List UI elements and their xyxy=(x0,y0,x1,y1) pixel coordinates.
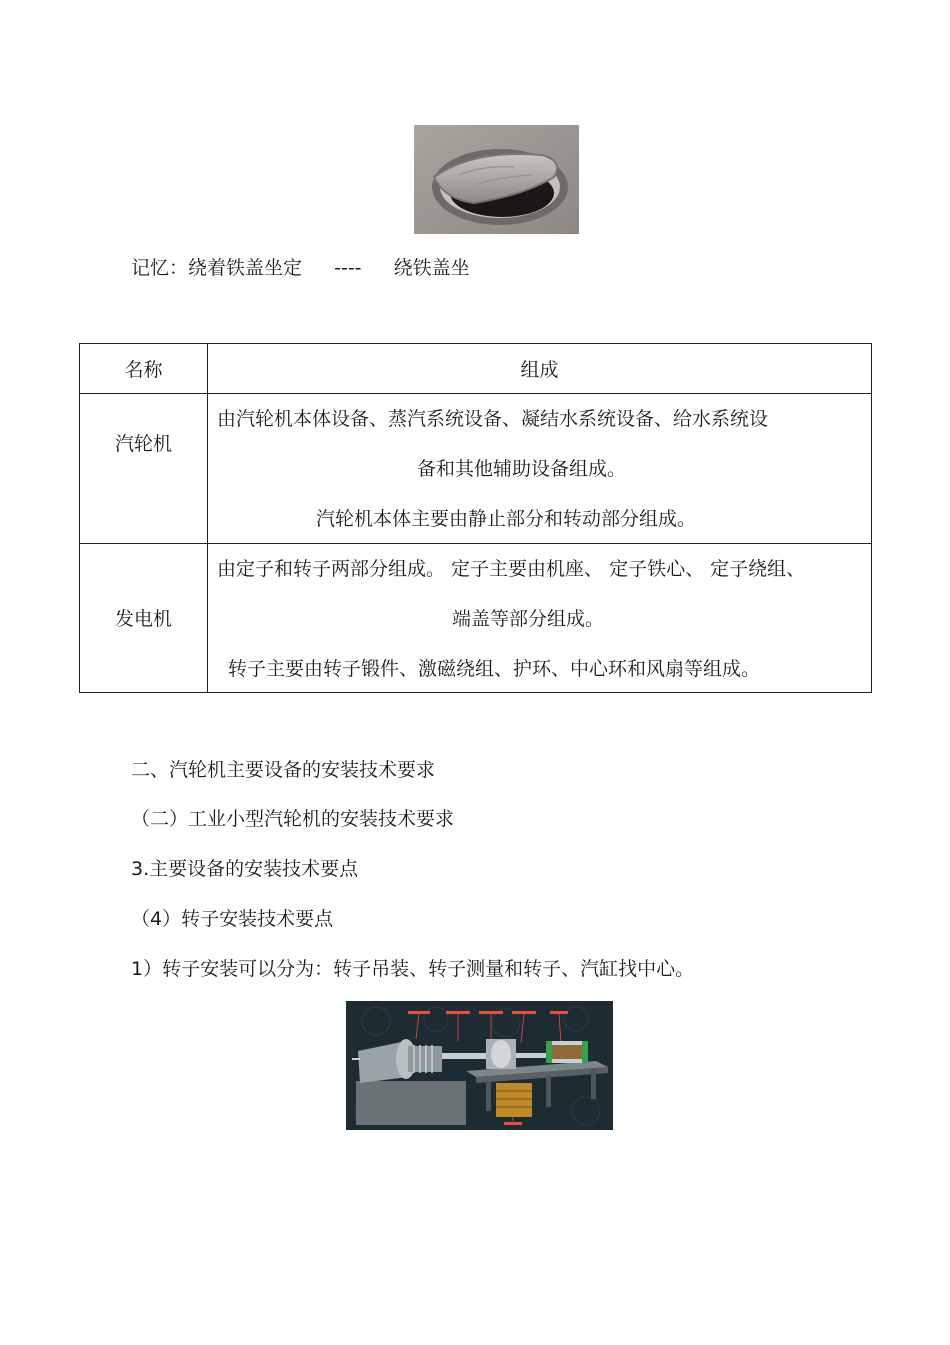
table-row xyxy=(80,544,872,693)
row-composition-cell xyxy=(208,394,872,544)
turbine-diagram-image xyxy=(346,1001,613,1130)
composition-table xyxy=(79,343,872,693)
composition-line: 由定子和转子两部分组成。 定子主要由机座、 定子铁心、 定子绕组、 xyxy=(217,558,806,580)
manhole-cover-photo xyxy=(414,125,579,234)
memory-line xyxy=(131,256,470,280)
row-name: 发电机 xyxy=(114,608,172,630)
memory-dashes: ---- xyxy=(334,257,362,279)
composition-line: 端盖等部分组成。 xyxy=(452,608,605,630)
row-name: 汽轮机 xyxy=(114,433,172,455)
composition-line: 备和其他辅助设备组成。 xyxy=(417,458,627,480)
composition-line: 转子主要由转子锻件、激磁绕组、护环、中心环和风扇等组成。 xyxy=(228,658,761,680)
header-name: 名称 xyxy=(80,344,208,394)
composition-line: 由汽轮机本体设备、蒸汽系统设备、凝结水系统设备、给水系统设 xyxy=(217,408,769,430)
heading-subsection: （二）工业小型汽轮机的安装技术要求 xyxy=(131,808,455,830)
row-name-cell xyxy=(80,394,208,544)
paragraph-rotor-install: 1）转子安装可以分为：转子吊装、转子测量和转子、汽缸找中心。 xyxy=(131,958,695,980)
memory-tail: 绕铁盖坐 xyxy=(393,257,470,279)
composition-line: 汽轮机本体主要由静止部分和转动部分组成。 xyxy=(316,508,697,530)
heading-key-points: 3.主要设备的安装技术要点 xyxy=(131,858,359,880)
heading-rotor: （4）转子安装技术要点 xyxy=(131,908,334,930)
table-header-row xyxy=(80,344,872,394)
row-composition-cell xyxy=(208,544,872,693)
header-composition: 组成 xyxy=(208,344,872,394)
heading-section-2: 二、汽轮机主要设备的安装技术要求 xyxy=(131,759,436,781)
row-name-cell xyxy=(80,544,208,693)
memory-label: 记忆：绕着铁盖坐定 xyxy=(131,257,303,279)
table-row xyxy=(80,394,872,544)
